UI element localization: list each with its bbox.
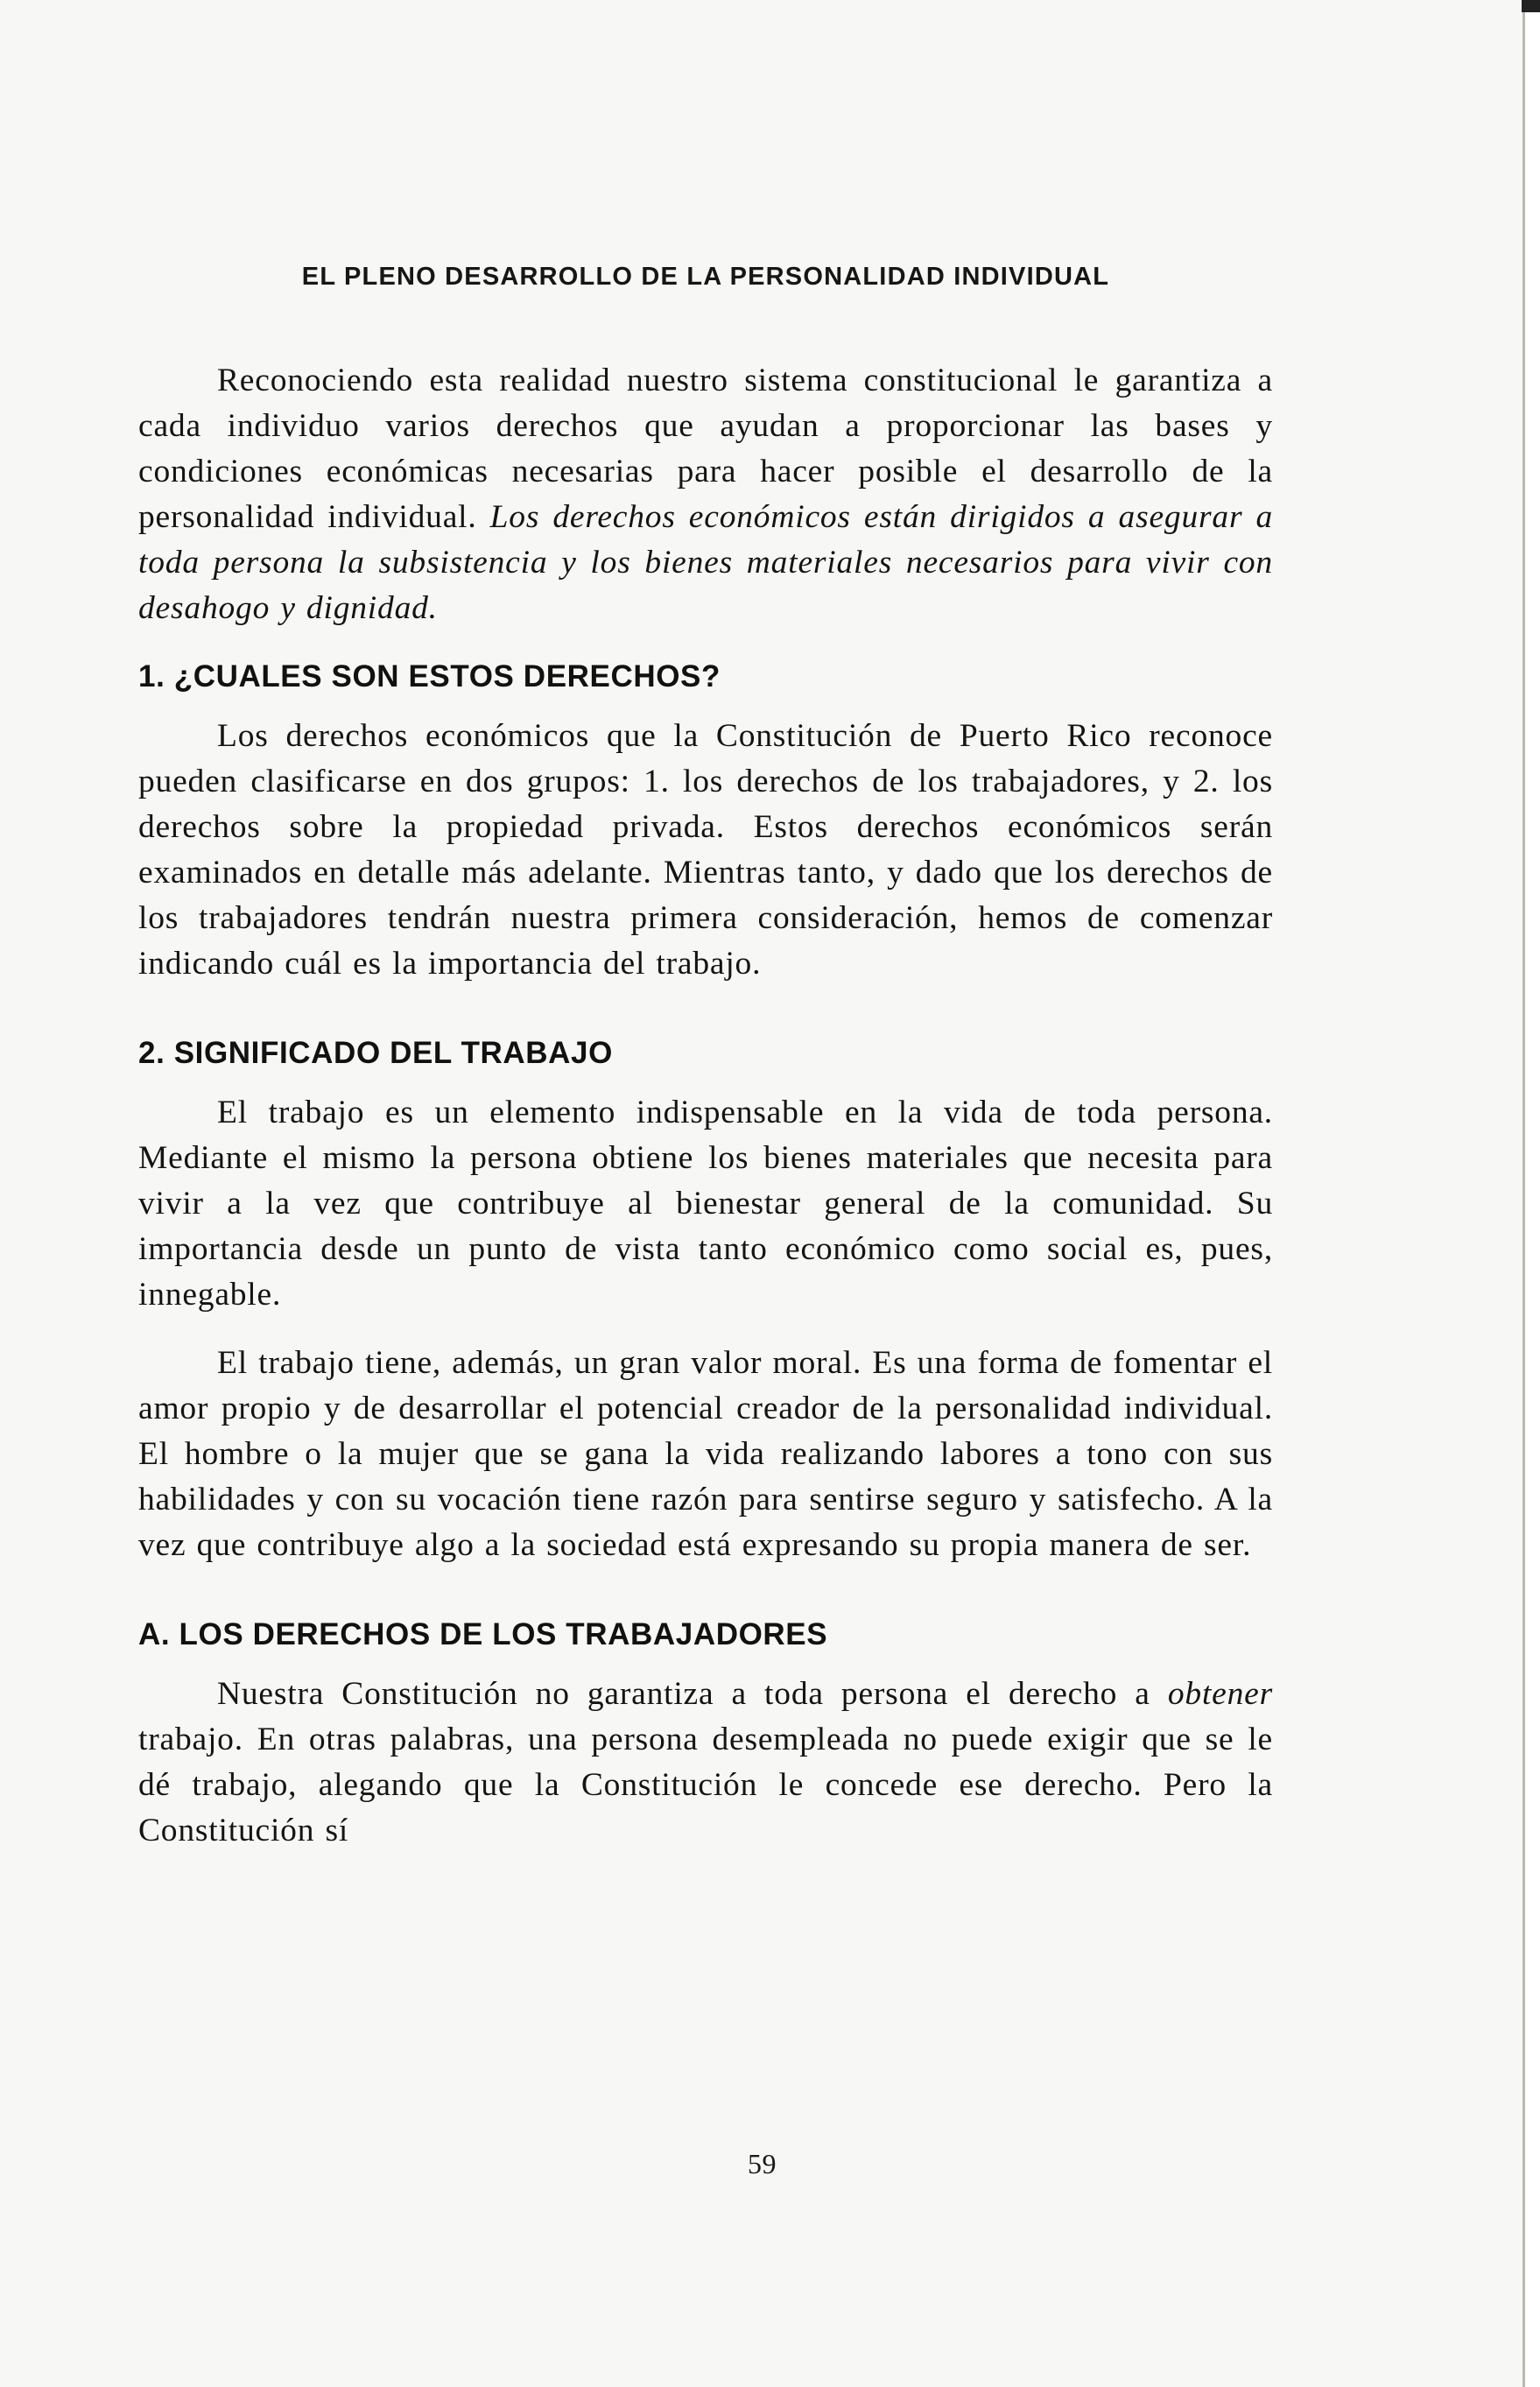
page-edge: [1524, 0, 1540, 2387]
section-2-paragraph-1: El trabajo es un elemento indispensable en la vida de toda persona. Mediante el mismo la persona obtiene los bienes materiales que necesita para vivir a la vez que contribuye al bienestar general de la comunidad. Su importancia desde un punto de vista tanto económico como social es, pues, innegable.: [138, 1095, 1273, 1313]
section-a-text-end: trabajo. En otras palabras, una persona desempleada no puede exigir que se le dé trabajo, alegando que la Constitución le concede ese derecho. Pero la Constitución sí: [138, 1722, 1273, 1848]
page-content: [138, 263, 1273, 1854]
section-a-text-start: Nuestra Constitución no garantiza a toda persona el derecho a: [217, 1676, 1168, 1712]
intro-text: Reconociendo esta realidad nuestro sistema constitucional le garantiza a cada individuo varios derechos que ayudan a proporcionar las bases y condiciones económicas necesarias para hacer posible el desarrollo de la personalidad individual.: [138, 363, 1273, 535]
intro-paragraph: [138, 358, 1273, 631]
running-head: EL PLENO DESARROLLO DE LA PERSONALIDAD INDIVIDUAL: [301, 263, 1110, 291]
section-1-paragraph: Los derechos económicos que la Constitución de Puerto Rico reconoce pueden clasificarse en dos grupos: 1. los derechos de los trabajadores, y 2. los derechos sobre la propiedad privada. Estos derechos económicos serán examinados en detalle más adelante. Mientras tanto, y dado que los derechos de los trabajadores tendrán nuestra primera consideración, hemos de comenzar indicando cuál es la importancia del trabajo.: [138, 718, 1273, 982]
section-heading-a: A. LOS DERECHOS DE LOS TRABAJADORES: [138, 1617, 828, 1651]
corner-mark: [1522, 0, 1540, 12]
page-edge-line: [1522, 0, 1525, 2387]
intro-italic-text: Los derechos económicos están dirigidos a asegurar a toda persona la subsistencia y los bienes materiales necesarios para vivir con desahogo y dignidad.: [138, 499, 1274, 626]
section-heading-1: 1. ¿CUALES SON ESTOS DERECHOS?: [138, 659, 721, 694]
section-a-italic-word: obtener: [1167, 1676, 1273, 1712]
section-a-paragraph: [138, 1672, 1273, 1854]
page-number: 59: [748, 2148, 777, 2179]
section-heading-2: 2. SIGNIFICADO DEL TRABAJO: [138, 1036, 613, 1070]
section-2-paragraph-2: El trabajo tiene, además, un gran valor moral. Es una forma de fomentar el amor propio y de desarrollar el potencial creador de la personalidad individual. El hombre o la mujer que se gana la vida realizando labores a tono con sus habilidades y con su vocación tiene razón para sentirse seguro y satisfecho. A la vez que contribuye algo a la sociedad está expresando su propia manera de ser.: [138, 1345, 1273, 1563]
